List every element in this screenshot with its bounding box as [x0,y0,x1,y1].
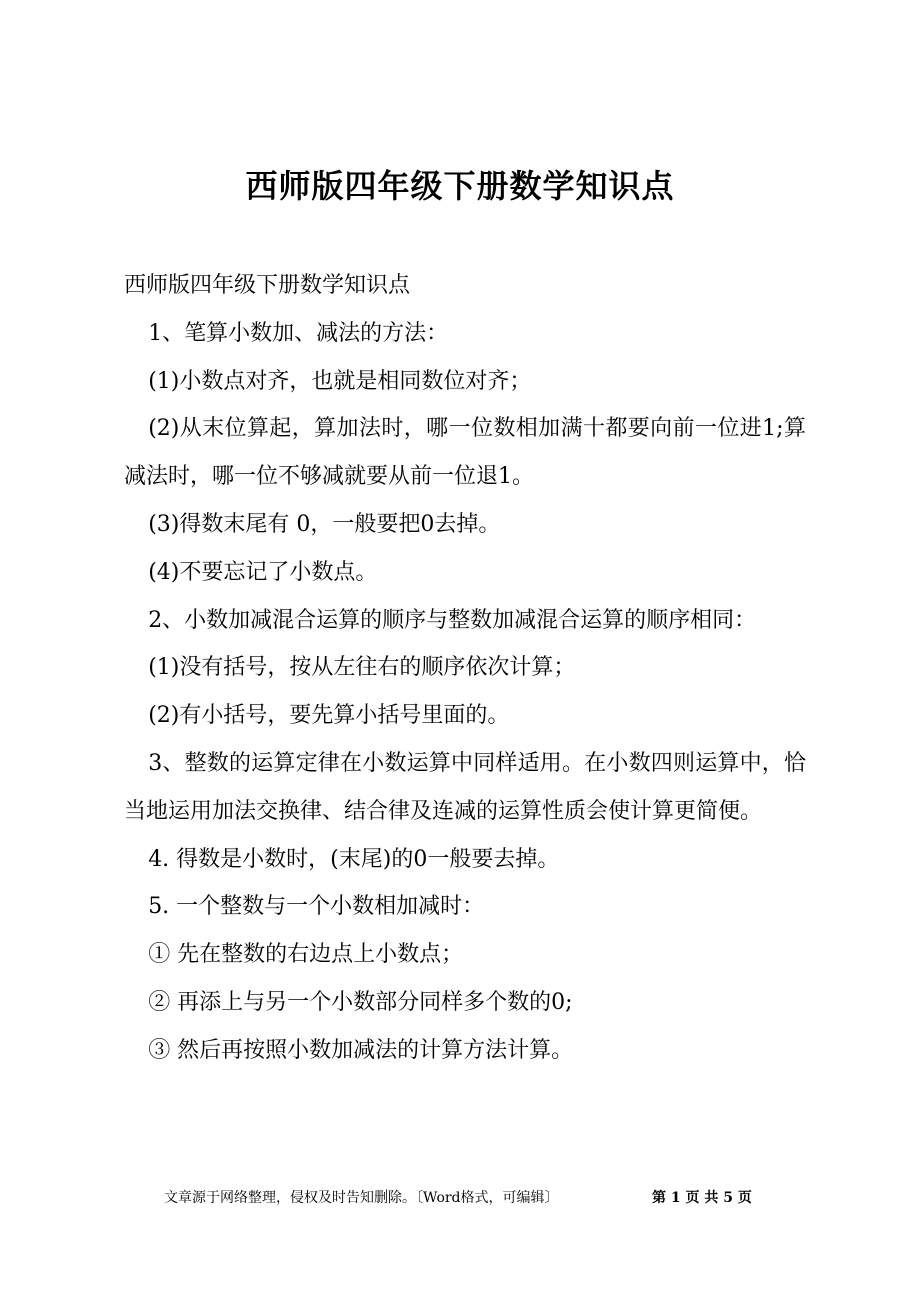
paragraph-item: (4)不要忘记了小数点。 [148,559,378,585]
paragraph-item: ① 先在整数的右边点上小数点； [148,942,464,968]
paragraph-section-4: 4. 得数是小数时，(末尾)的0一般要去掉。 [148,846,560,872]
paragraph-item: (2)有小括号，要先算小括号里面的。 [148,703,510,729]
paragraph-item: ③ 然后再按照小数加减法的计算方法计算。 [148,1037,574,1063]
paragraph-item: (3)得数末尾有 0，一般要把0去掉。 [148,511,501,537]
footer-note: 文章源于网络整理，侵权及时告知删除。〔Word格式，可编辑〕 [164,1190,559,1206]
paragraph-subtitle: 西师版四年级下册数学知识点 [124,273,411,298]
paragraph-section-3: 3、整数的运算定律在小数运算中同样适用。在小数四则运算中，恰当地运用加法交换律、结合律及连减的运算性质会使计算更简便。 [124,750,806,824]
paragraph-item: ② 再添上与另一个小数部分同样多个数的0; [148,989,573,1015]
page-title: 西师版四年级下册数学知识点 [245,167,675,205]
paragraph-item: (1)没有括号，按从左往右的顺序依次计算； [148,655,576,681]
document-body [124,262,806,1075]
paragraph-section-5: 5. 一个整数与一个小数相加减时： [148,894,485,920]
paragraph-item: (1)小数点对齐，也就是相同数位对齐； [148,368,532,394]
paragraph-section-1: 1、笔算小数加、减法的方法： [148,320,449,346]
page-number: 第 1 页 共 5 页 [652,1190,752,1206]
paragraph-item: (2)从末位算起，算加法时，哪一位数相加满十都要向前一位进1;算减法时，哪一位不够减就要从前一位退1。 [124,416,806,490]
paragraph-section-2: 2、小数加减混合运算的顺序与整数加减混合运算的顺序相同： [148,607,757,633]
